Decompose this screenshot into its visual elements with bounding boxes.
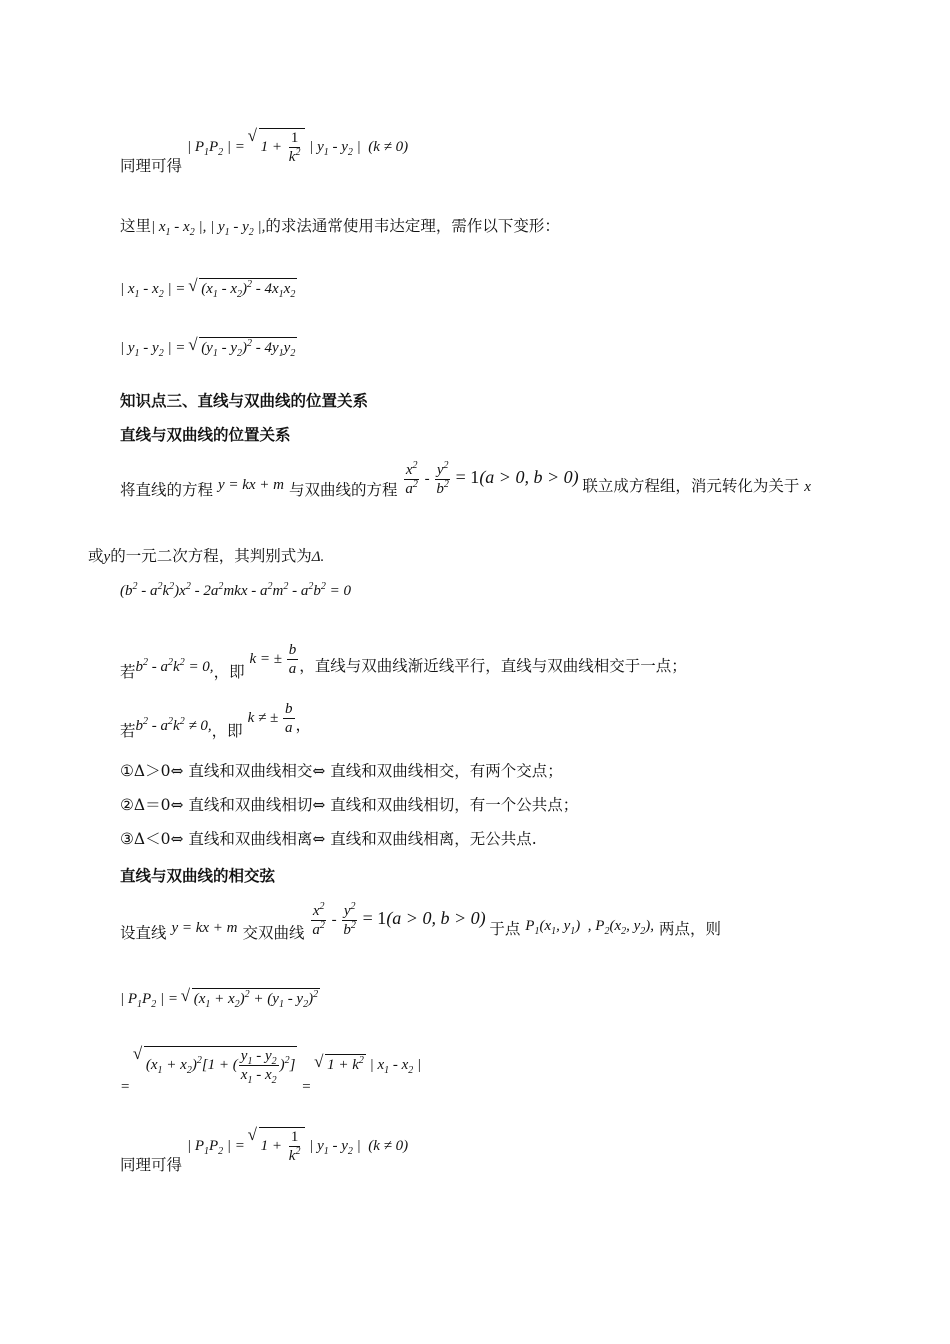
para-line-1 [120,461,880,500]
if-label-1: 若 [120,662,136,681]
chord-hyperbola-eq: $\frac{x^2}{a^2}$ - $\frac{y^2}{b^2}$ = 1(a > 0, b > 0) [312,901,486,938]
case1-condition: $b^2 - a^2k^2 = 0$, [135,656,214,675]
formula-p1p2-y-bottom: | $P_1P_2$ | = √ 1 + $\frac{1}{k^2}$ | $y_1 - y_2$ | (k ≠ 0) [187,1138,408,1154]
chord-setup [120,902,721,943]
section3-title: 知识点三、直线与双曲线的位置关系 [120,391,369,410]
case-not-parallel [120,700,311,741]
case1-tail: ，直线与双曲线渐近线平行，直线与双曲线相交于一点； [299,656,687,675]
case1-k: k = ± $\frac{b}{a}$ [249,642,297,677]
formula-y-diff: | $y_1 - y_2$ | = √ $(y_1 - y_2)^2 - 4y_1y_2$ [120,337,297,358]
subtitle-relation: 直线与双曲线的位置关系 [120,425,291,444]
case-parallel [120,641,687,682]
abs-diff-formula: | $x_1 - x_2$ |, | $y_1 - y_2$ |, [151,219,266,238]
var-y: y [103,549,111,565]
subtitle-chord: 直线与双曲线的相交弦 [120,866,276,885]
similarly-label: 同理可得 [120,156,183,175]
hyperbola-equation: $\frac{x^2}{a^2}$ - $\frac{y^2}{b^2}$ = 1(a > 0, b > 0) [405,460,579,497]
case2-k: k ≠ ± $\frac{b}{a}$ [247,701,293,736]
chord-length-expanded: = √ $(x_1 + x_2)^2[1$ + ( $\frac{y_1 - y_2}{x_1 - x_2}$ )$^2$] = √ $1 + k^2$ | $x_1 - x_2$ | [120,1046,421,1097]
case2-tail: ， [295,715,312,734]
chord-a: 设直线 [120,923,167,942]
similarly-label-2: 同理可得 [120,1155,183,1174]
ie-label-2: ，即 [211,721,243,740]
ie-label-1: ，即 [213,662,245,681]
here-label: 这里 [120,217,152,235]
rule-separate: ③Δ＜0⇔ 直线和双曲线相离⇔ 直线和双曲线相离，无公共点. [120,830,537,848]
para-c: 联立成方程组，消元转化为关于 [582,476,800,495]
delta-symbol: Δ. [311,549,325,565]
rule-tangent: ②Δ＝0⇔ 直线和双曲线相切⇔ 直线和双曲线相切，有一个公共点； [120,796,579,814]
method-text: 的求法通常使用韦达定理，需作以下变形： [265,217,560,235]
chord-c: 于点 [489,919,521,938]
chord-b: 交双曲线 [242,923,305,942]
here-line [120,216,560,237]
var-x: x [804,478,811,495]
formula-p1p2-y: | $P_1P_2$ | = √ 1 + $\frac{1}{k^2}$ | $y_1 - y_2$ | (k ≠ 0) [187,139,408,155]
chord-length-formula: | $P_1P_2$ | = √ $(x_1 + x_2)^2 + (y_1 - y_2)^2$ [120,988,320,1009]
chord-d: 两点，则 [658,919,721,938]
line-equation: y = kx + m [217,476,285,493]
para-d: 或 [88,547,104,565]
para-a: 将直线的方程 [120,480,214,499]
similarly-formula-top [120,128,408,176]
case2-condition: $b^2 - a^2k^2 \ne 0$, [135,715,212,734]
quadratic-equation: $(b^2 - a^2k^2)x^2 - 2a^2mkx - a^2m^2 - a^2b^2 = 0$ [120,581,351,599]
chord-line-eq: y = kx + m [171,919,238,936]
para-b: 与双曲线的方程 [288,480,398,499]
rule-intersect: ①Δ＞0⇔ 直线和双曲线相交⇔ 直线和双曲线相交，有两个交点； [120,762,563,780]
if-label-2: 若 [120,721,136,740]
formula-x-diff: | $x_1 - x_2$ | = √ $(x_1 - x_2)^2 - 4x_1x_2$ [120,278,297,299]
para-e: 的一元二次方程，其判别式为 [110,547,312,565]
similarly-formula-bottom [120,1127,408,1175]
chord-points: $P_1(x_1$, $y_1$) , $P_2(x_2$, $y_2$), [525,917,655,937]
para-line-2 [88,546,324,567]
